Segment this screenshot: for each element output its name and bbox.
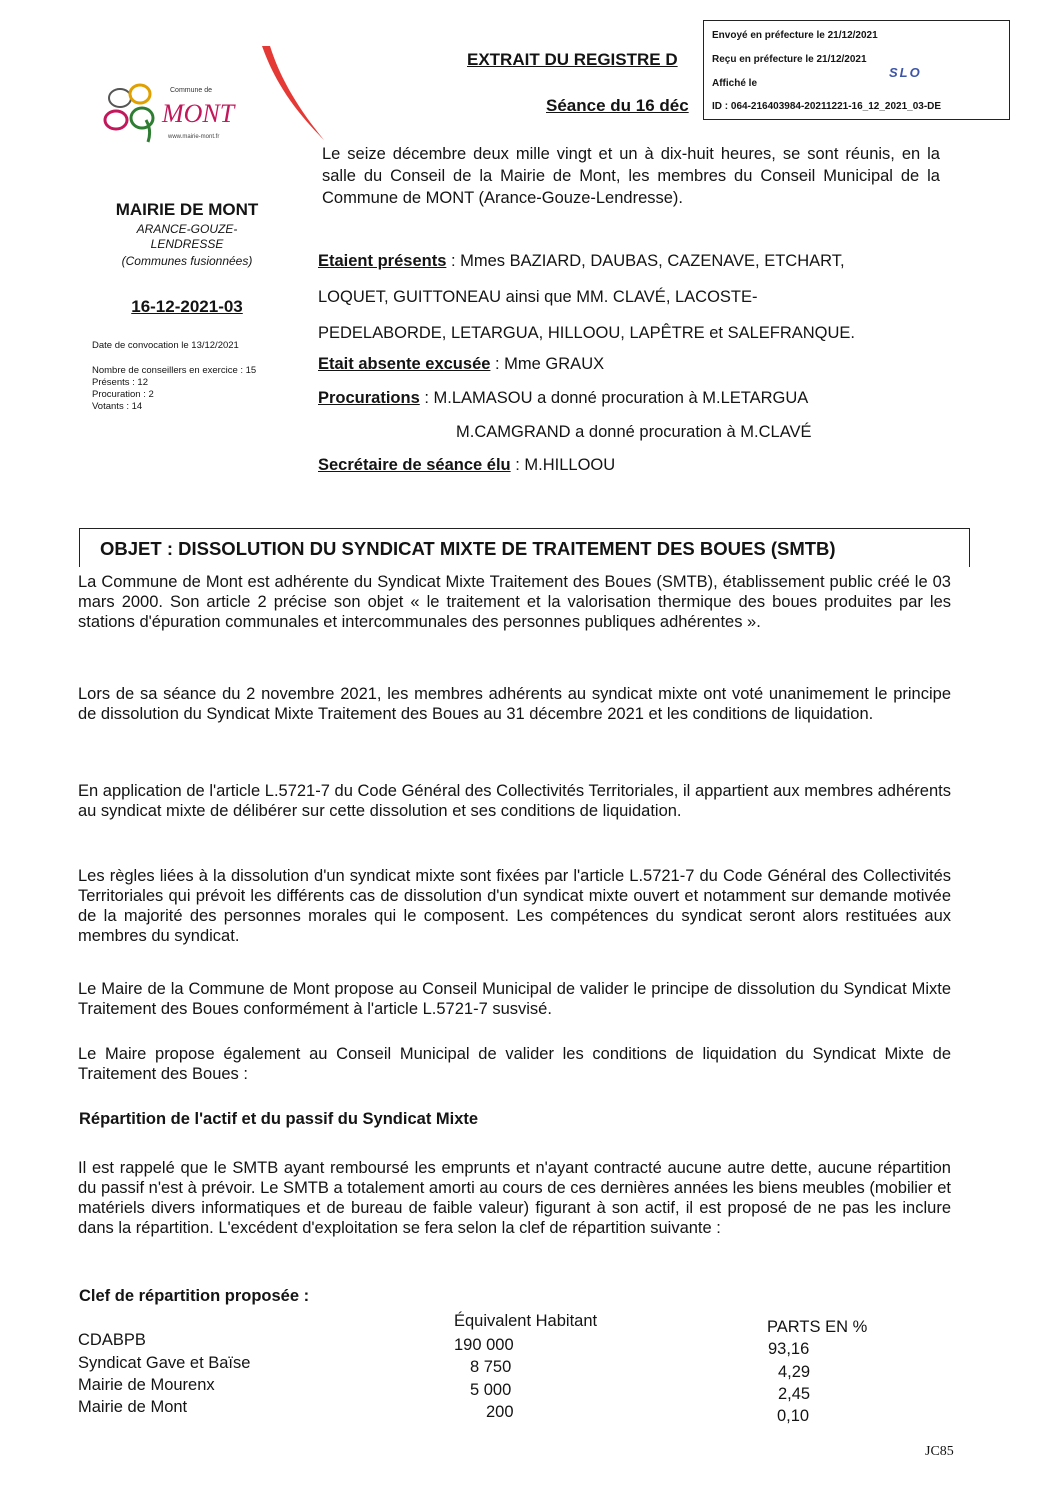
- stamp-id-line: ID : 064-216403984-20211221-16_12_2021_03-DE: [712, 101, 942, 112]
- seance-date-title: Séance du 16 déc: [546, 96, 689, 115]
- table-row-parts: 4,29: [778, 1363, 811, 1381]
- register-extract-title: EXTRAIT DU REGISTRE D: [467, 50, 678, 69]
- body-paragraph: La Commune de Mont est adhérente du Syndicat Mixte Traitement des Boues (SMTB), établissement public créé le 03 mars 2000. Son article 2 précise son objet « le traitement et la valorisation thermique des boues produites par les stations d'épuration communales et intercommunales des personnes publiques adhérentes ».: [78, 573, 951, 631]
- objet-title: OBJET : DISSOLUTION DU SYNDICAT MIXTE DE TRAITEMENT DES BOUES (SMTB): [100, 538, 836, 559]
- mairie-subtitle-2: LENDRESSE: [150, 237, 224, 251]
- presents-label: Etaient présents: [318, 252, 447, 270]
- body-paragraph: Le Maire propose également au Conseil Municipal de valider les conditions de liquidation du Syndicat Mixte de Traitement des Boues :: [78, 1045, 951, 1083]
- table-row-parts: 93,16: [768, 1340, 810, 1358]
- procuration-1: : M.LAMASOU a donné procuration à M.LETARGUA: [424, 389, 809, 407]
- secretaire-line: [318, 456, 615, 475]
- stat-line: Procuration : 2: [92, 389, 154, 400]
- table-row-name: Mairie de Mourenx: [78, 1376, 215, 1394]
- table-header-parts: PARTS EN %: [767, 1318, 868, 1336]
- stamp-posted-line: Affiché le: [712, 78, 758, 89]
- flower-icon: [105, 85, 153, 142]
- svg-text:www.mairie-mont.fr: www.mairie-mont.fr: [168, 134, 220, 140]
- stamp-received-line: Reçu en préfecture le 21/12/2021: [712, 54, 867, 65]
- table-row-name: Syndicat Gave et Baïse: [78, 1354, 251, 1372]
- secretaire-label: Secrétaire de séance élu: [318, 456, 511, 474]
- stat-line: Votants : 14: [92, 401, 143, 412]
- deliberation-number: 16-12-2021-03: [131, 297, 243, 316]
- absent-line: [318, 355, 604, 374]
- procuration-2: M.CAMGRAND a donné procuration à M.CLAVÉ: [456, 423, 812, 441]
- table-header-habitants: Équivalent Habitant: [454, 1312, 598, 1330]
- body-paragraph: Lors de sa séance du 2 novembre 2021, les membres adhérents au syndicat mixte ont voté unanimement le principe de dissolution du Syndicat Mixte Traitement des Boues au 31 décembre 2021 et les conditions de liquidation.: [78, 685, 951, 723]
- repartition-paragraph: Il est rappelé que le SMTB ayant remboursé les emprunts et n'ayant contracté aucune autre dette, aucune répartition du passif n'est à prévoir. Le SMTB a totalement amorti au cours de ces dernières années les biens meubles (mobilier et matériels divers informatiques et de bureau de faible valeur) figurant à son actif, il est proposé de ne pas les inclure dans la répartition. L'excédent d'exploitation se fera selon la clef de répartition suivante :: [78, 1159, 951, 1237]
- procurations-label: Procurations: [318, 389, 420, 407]
- table-row-habitants: 8 750: [470, 1358, 512, 1376]
- svg-text:Commune de: Commune de: [170, 87, 213, 94]
- table-row-name: Mairie de Mont: [78, 1398, 188, 1416]
- absent-label: Etait absente excusée: [318, 355, 491, 373]
- absent-value: : Mme GRAUX: [495, 355, 605, 373]
- mairie-subtitle-3: (Communes fusionnées): [121, 254, 253, 268]
- intro-paragraph: Le seize décembre deux mille vingt et un à dix-huit heures, se sont réunis, en la salle du Conseil de la Mairie de Mont, les membres du Conseil Municipal de la Commune de MONT (Arance-Gouze-Lendresse).: [322, 145, 940, 207]
- commune-logo: [98, 80, 268, 150]
- procuration-line-1: [318, 389, 808, 408]
- table-row-parts: 2,45: [778, 1385, 811, 1403]
- mairie-subtitle-1: ARANCE-GOUZE-: [136, 222, 238, 236]
- secretaire-value: : M.HILLOOU: [515, 456, 616, 474]
- prefecture-stamp: [703, 20, 1010, 120]
- section-clef-title: Clef de répartition proposée :: [79, 1287, 310, 1305]
- body-paragraph: En application de l'article L.5721-7 du Code Général des Collectivités Territoriales, il appartient aux membres adhérents au syndicat mixte de délibérer sur cette dissolution et ses conditions de liquidation.: [78, 782, 951, 820]
- presents-line-1: [318, 252, 845, 271]
- stamp-sent-line: Envoyé en préfecture le 21/12/2021: [712, 30, 878, 41]
- table-row-parts: 0,10: [777, 1407, 810, 1425]
- logo-red-accent: [258, 44, 328, 144]
- table-row-habitants: 190 000: [454, 1336, 514, 1354]
- stat-line: Présents : 12: [92, 377, 148, 388]
- mairie-title: MAIRIE DE MONT: [115, 200, 259, 219]
- table-row-habitants: 5 000: [470, 1381, 512, 1399]
- table-row-name: CDABPB: [78, 1331, 146, 1349]
- body-paragraph: Le Maire de la Commune de Mont propose au Conseil Municipal de valider le principe de dissolution du Syndicat Mixte Traitement des Boues conformément à l'article L.5721-7 susvisé.: [78, 980, 951, 1018]
- presents-line-2: LOQUET, GUITTONEAU ainsi que MM. CLAVÉ, LACOSTE-: [318, 288, 758, 306]
- section-repartition-title: Répartition de l'actif et du passif du Syndicat Mixte: [79, 1110, 479, 1128]
- footer-initials: JC85: [925, 1444, 954, 1459]
- body-paragraph: Les règles liées à la dissolution d'un syndicat mixte sont fixées par l'article L.5721-7 du Code Général des Collectivités Territoriales qui prévoit les différents cas de dissolution d'un syndicat mixte ouvert et notamment sur demande motivée de la majorité des personnes morales qui le composent. Les compétences du syndicat seront alors restituées aux membres du syndicat.: [78, 867, 951, 945]
- table-row-habitants: 200: [486, 1403, 514, 1421]
- convocation-date: Date de convocation le 13/12/2021: [92, 340, 239, 351]
- svg-text:MONT: MONT: [162, 99, 235, 128]
- presents-names-1: : Mmes BAZIARD, DAUBAS, CAZENAVE, ETCHART,: [450, 252, 845, 270]
- stat-line: Nombre de conseillers en exercice : 15: [92, 365, 257, 376]
- presents-line-3: PEDELABORDE, LETARGUA, HILLOOU, LAPÊTRE et SALEFRANQUE.: [318, 324, 856, 342]
- stamp-slo-mark: SLO: [889, 65, 922, 80]
